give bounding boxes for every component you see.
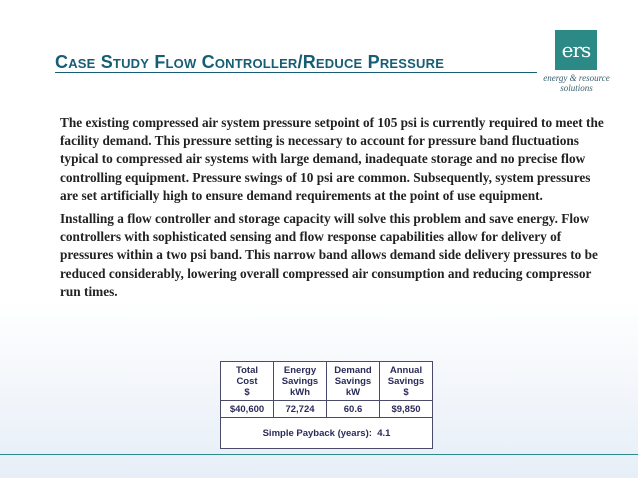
savings-table (220, 361, 433, 449)
value-demand-savings: 60.6 (327, 401, 380, 418)
header-demand-savings: Demand Savings kW (327, 362, 380, 401)
body-text (60, 114, 605, 306)
payback-label: Simple Payback (years): (262, 427, 372, 439)
logo-mark: ers (555, 30, 597, 70)
value-energy-savings: 72,724 (274, 401, 327, 418)
logo-tagline-line1: energy & resource (543, 73, 610, 83)
value-total-cost: $40,600 (221, 401, 274, 418)
company-logo (545, 30, 620, 98)
header-annual-savings: Annual Savings $ (380, 362, 433, 401)
value-annual-savings: $9,850 (380, 401, 433, 418)
simple-payback (221, 418, 433, 449)
table-row (221, 401, 433, 418)
title-underline (55, 72, 537, 73)
logo-tagline-line2: solutions (560, 83, 593, 93)
table-header-row (221, 362, 433, 401)
payback-row (221, 418, 433, 449)
header-energy-savings: Energy Savings kWh (274, 362, 327, 401)
payback-value: 4.1 (377, 427, 391, 439)
paragraph-flow-controller: Installing a flow controller and storage capacity will solve this problem and save energy. Flow controllers with sophisticated sensing and flow response capabilities allow for delivery of pressures within a two psi band. This narrow band allows demand side delivery pressures to be reduced considerably, lowering overall compressed air consumption and reducing compressor run times. (60, 211, 598, 299)
paragraph-existing-system: The existing compressed air system pressure setpoint of 105 psi is currently required to meet the facility demand. This pressure setting is necessary to account for pressure band fluctuations typical to compressed air systems with large demand, inadequate storage and no precise flow controlling equipment. Pressure swings of 10 psi are common. Subsequently, system pressures are set artificially high to ensure demand requirements at the point of use equipment. (60, 115, 604, 203)
footer-divider (0, 454, 638, 455)
slide-title: Case Study Flow Controller/Reduce Pressure (55, 52, 445, 72)
header-total-cost: Total Cost $ (221, 362, 274, 401)
